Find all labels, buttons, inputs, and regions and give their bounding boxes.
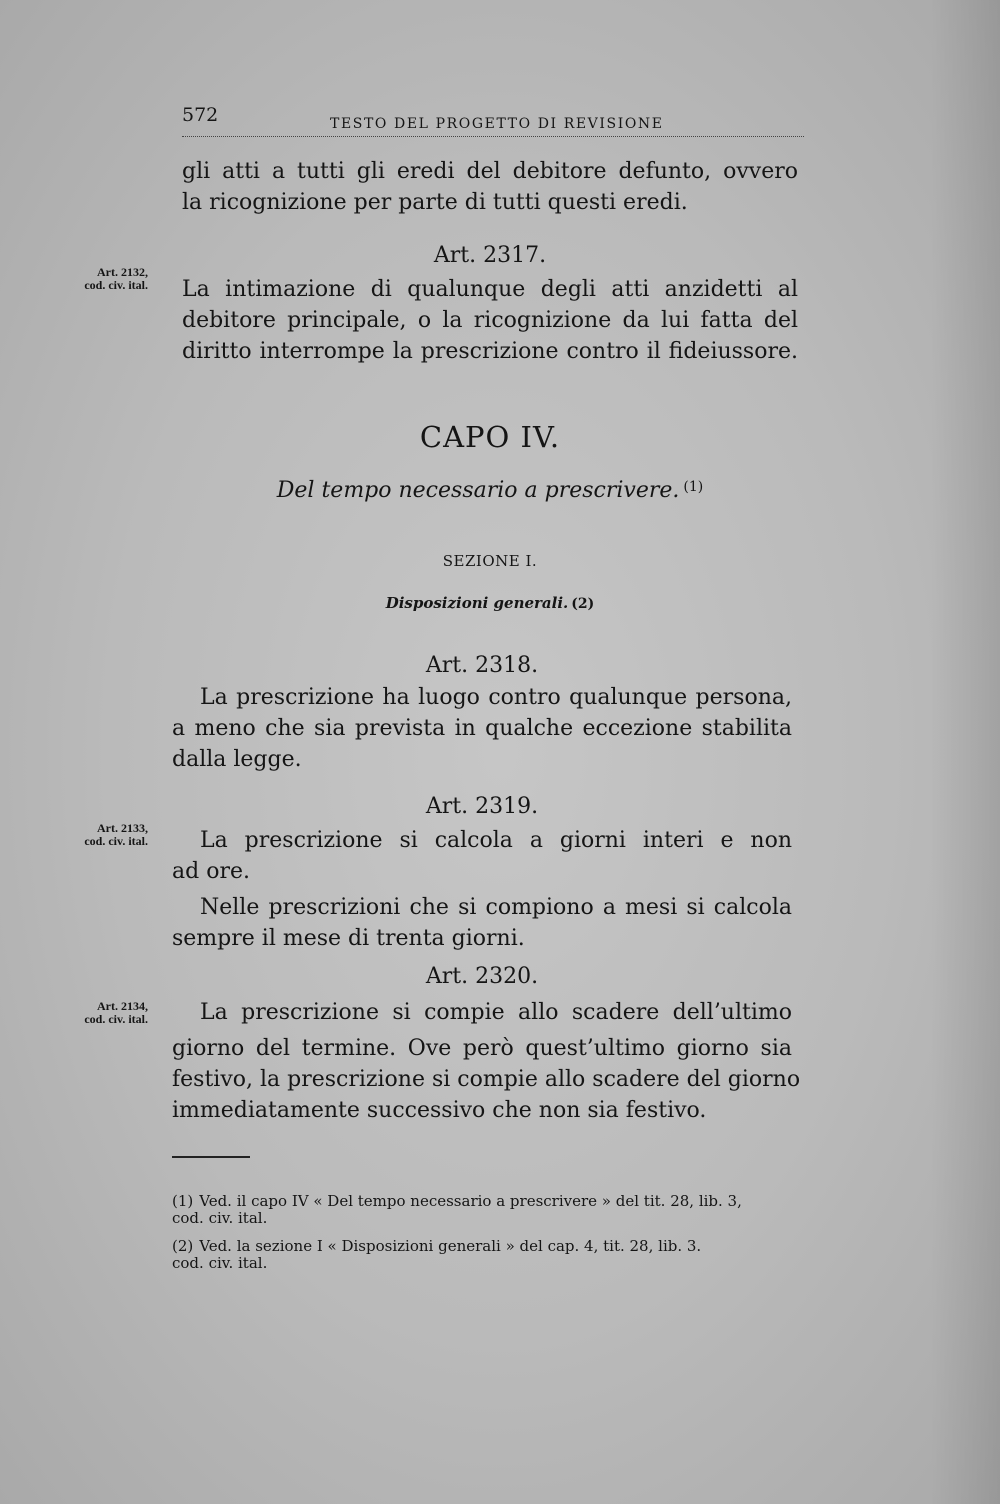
- article-2320-line-4: immediatamente successivo che non sia festivo.: [172, 1098, 707, 1123]
- article-2320-line-2: giorno del termine. Ove però quest’ultimo giorno sia: [172, 1036, 792, 1061]
- margin-reference-2319: Art. 2133, cod. civ. ital.: [84, 821, 148, 848]
- article-2318-line-1: La prescrizione ha luogo contro qualunque persona,: [200, 685, 792, 710]
- article-2319-line-4: sempre il mese di trenta giorni.: [172, 926, 525, 951]
- continuation-line-2: la ricognizione per parte di tutti questi eredi.: [182, 190, 688, 215]
- footnote-1-text: Ved. il capo IV « Del tempo necessario a prescrivere » del tit. 28, lib. 3,: [199, 1192, 742, 1210]
- continuation-line-1: gli atti a tutti gli eredi del debitore defunto, ovvero: [182, 159, 798, 184]
- article-2320-line-1: La prescrizione si compie allo scadere dell’ultimo: [200, 1000, 792, 1025]
- article-heading-2320: Art. 2320.: [425, 964, 539, 989]
- article-heading-2317: Art. 2317.: [433, 243, 547, 268]
- footnote-1: [172, 1193, 742, 1227]
- article-2317-line-1: La intimazione di qualunque degli atti anzidetti al: [182, 277, 798, 302]
- article-2318-line-3: dalla legge.: [172, 747, 302, 772]
- footnote-1-continuation: cod. civ. ital.: [172, 1209, 268, 1227]
- article-2319-line-2: ad ore.: [172, 859, 250, 884]
- section-title: SEZIONE I.: [442, 552, 538, 570]
- article-2318-line-2: a meno che sia prevista in qualche eccezione stabilita: [172, 716, 792, 741]
- footnote-divider: [172, 1156, 250, 1158]
- article-2319-line-1: La prescrizione si calcola a giorni interi e non: [200, 828, 792, 853]
- running-title: TESTO DEL PROGETTO DI REVISIONE: [330, 116, 664, 132]
- article-heading-2318: Art. 2318.: [425, 653, 539, 678]
- article-2317-line-3: diritto interrompe la prescrizione contro il fideiussore.: [182, 339, 798, 364]
- chapter-subtitle: Del tempo necessario a prescrivere. $^{(1)}$: [276, 478, 704, 503]
- article-2320-line-3: festivo, la prescrizione si compie allo scadere del giorno: [172, 1067, 801, 1092]
- margin-reference-2320: Art. 2134, cod. civ. ital.: [84, 999, 148, 1026]
- margin-reference-2317: Art. 2132, cod. civ. ital.: [84, 265, 148, 292]
- footnote-2-continuation: cod. civ. ital.: [172, 1254, 268, 1272]
- footnote-2-number: (2): [172, 1237, 194, 1255]
- article-heading-2319: Art. 2319.: [425, 794, 539, 819]
- footnote-2: [172, 1238, 701, 1272]
- chapter-title: CAPO IV.: [419, 420, 561, 454]
- footnote-2-text: Ved. la sezione I « Disposizioni generali » del cap. 4, tit. 28, lib. 3.: [199, 1237, 702, 1255]
- footnote-ref-1: (1): [683, 479, 704, 495]
- article-2319-line-3: Nelle prescrizioni che si compiono a mesi si calcola: [200, 895, 792, 920]
- section-subtitle: Disposizioni generali. (2): [385, 594, 595, 612]
- footnote-1-number: (1): [172, 1192, 194, 1210]
- page-number: 572: [182, 104, 219, 126]
- running-head: [182, 100, 804, 137]
- article-2317-line-2: debitore principale, o la ricognizione da lui fatta del: [182, 308, 798, 333]
- footnote-ref-2: (2): [571, 596, 595, 612]
